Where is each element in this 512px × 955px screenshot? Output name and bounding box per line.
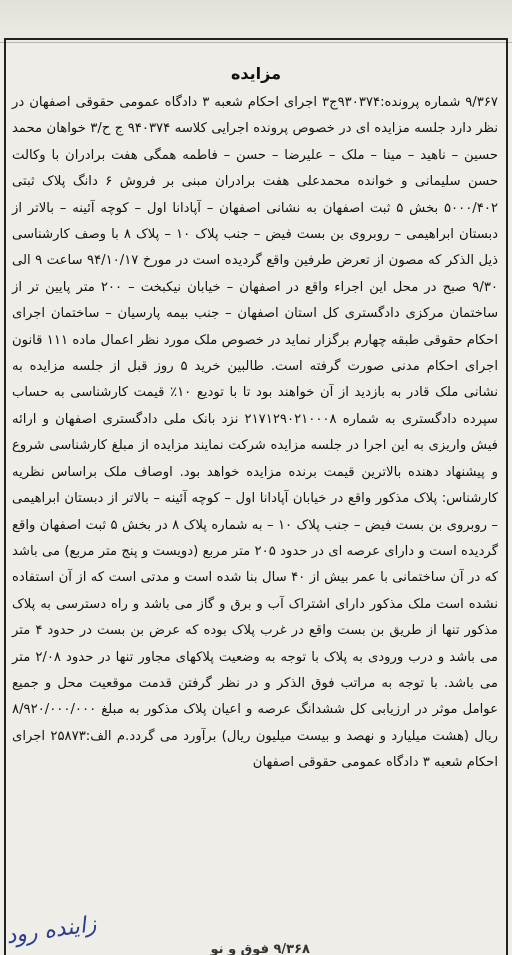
frame-border-top: [4, 38, 508, 40]
top-rule: [0, 0, 512, 43]
next-notice-cut-off: ۹/۳۶۸ فوق و نو: [210, 942, 310, 955]
notice-body: ۹/۳۶۷ شماره پرونده:۹۳۰۳۷۴ج۳ اجرای احکام شعبه ۳ دادگاه عمومی حقوقی اصفهان در نظر دارد جلسه مزایده ای در خصوص پرونده اجرایی کلاسه ۹۴۰۳۷۴ ج ح/۳ خواهان محمد حسین – ناهید – مینا – ملک – علیرضا – حسن – فاطمه همگی هفت برادران با وکالت حسن سلیمانی و خوانده محمدعلی هفت برادران مبنی بر فروش ۶ دانگ پلاک ثبتی ۵۰۰۰/۴۰۲ بخش ۵ ثبت اصفهان به نشانی اصفهان – آپادانا اول – کوچه آئینه – بالاتر از دبستان ابراهیمی – روبروی بن بست فیض – جنب پلاک ۱۰ – پلاک ۸ با وصف کارشناسی ذیل الذکر که مصون از تعرض طرفین واقع گردیده است در مورخ ۹۴/۱۰/۱۷ ساعت ۹ الی ۹/۳۰ صبح در محل این اجراء واقع در اصفهان – خیابان نیکبخت – ۲۰۰ متر پایین تر از ساختمان مرکزی دادگستری کل استان اصفهان – جنب بیمه پارسیان – ساختمان اجرای احکام حقوقی طبقه چهارم برگزار نماید در خصوص ملک مورد نظر اعمال ماده ۱۱۱ قانون اجرای احکام مدنی صورت گرفته است. طالبین خرید ۵ روز قبل از جلسه مزایده به نشانی ملک قادر به بازدید از آن خواهند بود تا با تودیع ۱۰٪ قیمت کارشناسی به حساب سپرده دادگستری به شماره ۲۱۷۱۲۹۰۲۱۰۰۰۸ نزد بانک ملی دادگستری اصفهان و ارائه فیش واریزی به این اجرا در جلسه مزایده شرکت نمایند مزایده از مبلغ کارشناسی شروع و پیشنهاد دهنده بالاترین قیمت برنده مزایده خواهد بود. اوصاف ملک براساس نظریه کارشناس: پلاک مذکور واقع در خیابان آپادانا اول – کوچه آئینه – بالاتر از دبستان ابراهیمی – روبروی بن بست فیض – جنب پلاک ۱۰ – به شماره پلاک ۸ در بخش ۵ ثبت اصفهان واقع گردیده است و دارای عرصه ای در حدود ۲۰۵ متر مربع (دویست و پنج متر مربع) می باشد که در آن ساختمانی با عمر بیش از ۴۰ سال بنا شده است و مدتی است که از آن استفاده نشده است ملک مذکور دارای اشتراک آب و برق و گاز می باشد و راه دسترسی به پلاک مذکور تنها از طریق بن بست واقع در غرب پلاک بوده که عرض بن بست در حدود ۴ متر می باشد و درب ورودی به پلاک با توجه به وضعیت پلاکهای مجاور تنها در حدود ۲/۰۸ متر می باشد. با توجه به مراتب فوق الذکر و در نظر گرفتن قدمت موقعیت محل و جمیع عوامل موثر در ارزیابی کل ششدانگ عرصه و اعیان پلاک مذکور به مبلغ ۸/۹۲۰/۰۰۰/۰۰۰ ریال (هشت میلیارد و نهصد و بیست میلیون ریال) برآورد می گردد.م الف:۲۵۸۷۳ اجرای احکام شعبه ۳ دادگاه عمومی حقوقی اصفهان: [12, 95, 499, 771]
handwritten-signature: زاینده رود: [4, 911, 98, 950]
notice-title: مزایده: [230, 64, 282, 83]
frame-border-right: [506, 38, 508, 955]
frame-border-left: [4, 38, 6, 955]
